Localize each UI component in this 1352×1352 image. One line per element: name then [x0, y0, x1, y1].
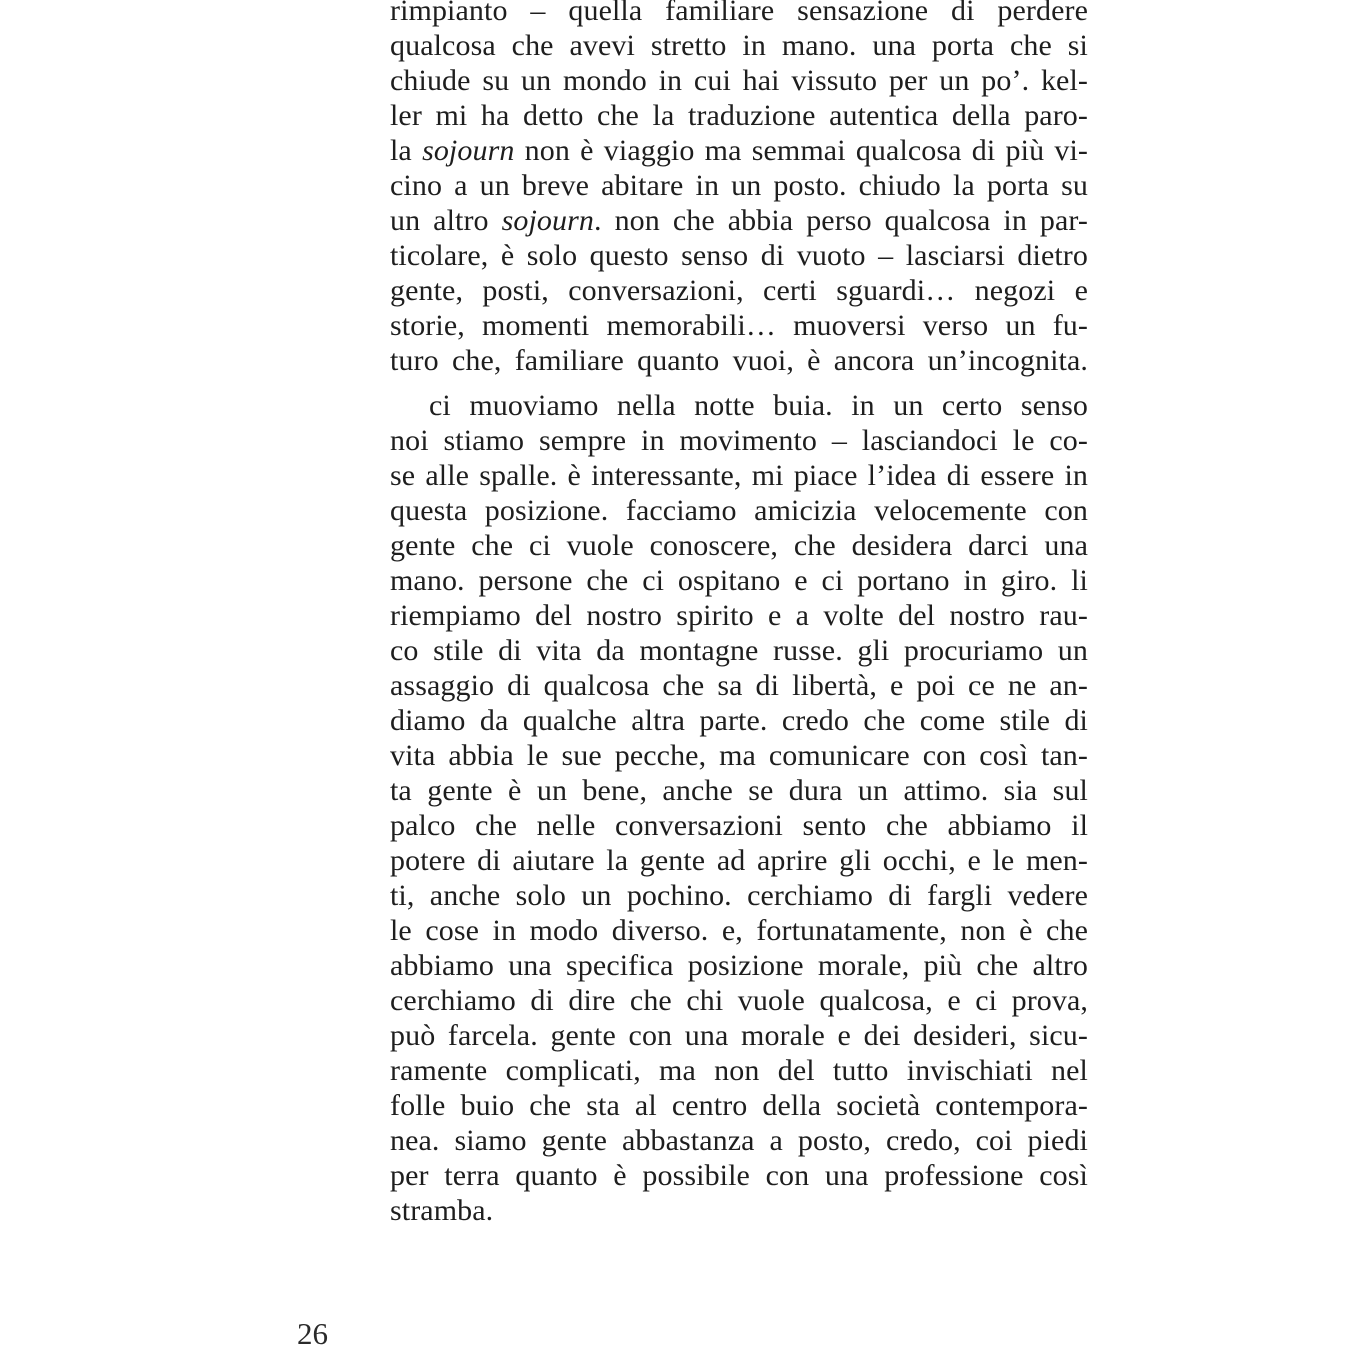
text-segment: mano. persone che ci ospitano e ci portano in giro. li: [390, 564, 1088, 597]
text-line: [390, 238, 1088, 273]
text-line: [390, 1018, 1088, 1053]
text-line: [390, 28, 1088, 63]
italic-word: sojourn: [422, 134, 515, 167]
text-line: [390, 738, 1088, 773]
text-segment: diamo da qualche altra parte. credo che come stile di: [390, 704, 1088, 737]
text-segment: non è viaggio ma semmai qualcosa di più vi-: [514, 134, 1088, 167]
text-segment: cino a un breve abitare in un posto. chiudo la porta su: [390, 169, 1088, 202]
text-line: [390, 983, 1088, 1018]
text-line: [390, 343, 1088, 378]
text-segment: ler mi ha detto che la traduzione autentica della paro-: [390, 99, 1088, 132]
text-line: [390, 528, 1088, 563]
text-line: [390, 633, 1088, 668]
text-line: [390, 948, 1088, 983]
text-line: [390, 668, 1088, 703]
text-line: [390, 388, 1088, 423]
text-segment: riempiamo del nostro spirito e a volte del nostro rau-: [390, 599, 1088, 632]
text-segment: questa posizione. facciamo amicizia velocemente con: [390, 494, 1088, 527]
text-segment: . non che abbia perso qualcosa in par-: [594, 204, 1088, 237]
text-segment: storie, momenti memorabili… muoversi verso un fu-: [390, 309, 1088, 342]
text-line: [390, 168, 1088, 203]
text-segment: palco che nelle conversazioni sento che abbiamo il: [390, 809, 1088, 842]
text-line: [390, 0, 1088, 28]
text-line: [390, 1158, 1088, 1193]
text-segment: per terra quanto è possibile con una professione così: [390, 1159, 1088, 1192]
text-line: [390, 1193, 1088, 1228]
text-segment: la: [390, 134, 423, 167]
text-line: [390, 493, 1088, 528]
text-line: [390, 1088, 1088, 1123]
text-segment: potere di aiutare la gente ad aprire gli occhi, e le men-: [390, 844, 1088, 877]
paragraph-1: [390, 0, 1088, 378]
text-line: [390, 63, 1088, 98]
text-segment: se alle spalle. è interessante, mi piace l’idea di essere in: [390, 459, 1088, 492]
text-segment: gente che ci vuole conoscere, che desidera darci una: [390, 529, 1088, 562]
text-segment: nea. siamo gente abbastanza a posto, credo, coi piedi: [390, 1124, 1088, 1157]
text-segment: folle buio che sta al centro della società contempora-: [390, 1089, 1088, 1122]
text-line: [390, 563, 1088, 598]
text-line: [390, 98, 1088, 133]
text-line: [390, 273, 1088, 308]
italic-word: sojourn: [501, 204, 595, 237]
text-segment: ticolare, è solo questo senso di vuoto – lasciarsi dietro: [390, 239, 1088, 272]
text-line: [390, 773, 1088, 808]
text-line: [390, 133, 1088, 168]
text-block: [390, 0, 1088, 1228]
paragraph-2: [390, 388, 1088, 1228]
text-segment: gente, posti, conversazioni, certi sguardi… negozi e: [390, 274, 1088, 307]
text-line: [390, 598, 1088, 633]
page-number: 26: [297, 1316, 328, 1351]
text-segment: un altro: [390, 204, 502, 237]
text-segment: ci muoviamo nella notte buia. in un certo senso: [429, 389, 1088, 422]
text-segment: turo che, familiare quanto vuoi, è ancora un’incognita.: [390, 344, 1088, 377]
text-segment: ta gente è un bene, anche se dura un attimo. sia sul: [390, 774, 1088, 807]
text-segment: qualcosa che avevi stretto in mano. una porta che si: [390, 29, 1088, 62]
text-line: [390, 703, 1088, 738]
text-line: [390, 308, 1088, 343]
text-line: [390, 843, 1088, 878]
text-segment: chiude su un mondo in cui hai vissuto per un po’. kel-: [390, 64, 1088, 97]
text-segment: ti, anche solo un pochino. cerchiamo di fargli vedere: [390, 879, 1088, 912]
text-line: [390, 458, 1088, 493]
text-line: [390, 1123, 1088, 1158]
text-segment: può farcela. gente con una morale e dei desideri, sicu-: [390, 1019, 1088, 1052]
text-segment: ramente complicati, ma non del tutto invischiati nel: [390, 1054, 1088, 1087]
text-segment: co stile di vita da montagne russe. gli procuriamo un: [390, 634, 1088, 667]
text-segment: cerchiamo di dire che chi vuole qualcosa, e ci prova,: [390, 984, 1088, 1017]
text-segment: le cose in modo diverso. e, fortunatamente, non è che: [390, 914, 1088, 947]
text-segment: vita abbia le sue pecche, ma comunicare con così tan-: [390, 739, 1088, 772]
text-line: [390, 913, 1088, 948]
text-line: [390, 878, 1088, 913]
text-segment: noi stiamo sempre in movimento – lasciandoci le co-: [390, 424, 1088, 457]
text-segment: stramba.: [390, 1194, 494, 1227]
text-segment: rimpianto – quella familiare sensazione di perdere: [390, 0, 1088, 27]
text-line: [390, 808, 1088, 843]
text-line: [390, 203, 1088, 238]
text-segment: assaggio di qualcosa che sa di libertà, e poi ce ne an-: [390, 669, 1088, 702]
text-line: [390, 423, 1088, 458]
text-segment: abbiamo una specifica posizione morale, più che altro: [390, 949, 1088, 982]
text-line: [390, 1053, 1088, 1088]
